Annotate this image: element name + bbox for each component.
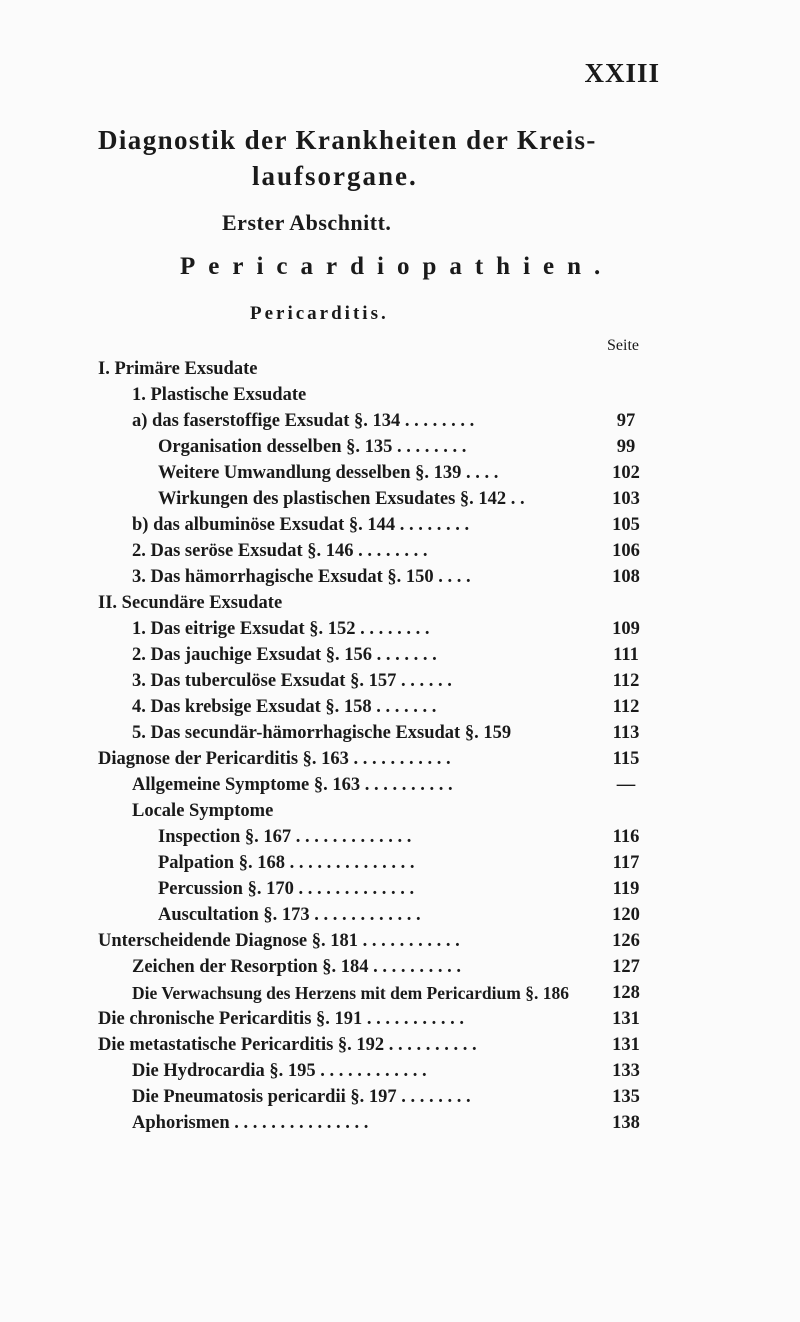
toc-label: Aphorismen . . . . . . . . . . . . . . . (132, 1113, 369, 1133)
toc-page: 108 (612, 567, 640, 587)
toc-row (0, 1113, 800, 1139)
toc-label: Zeichen der Resorption §. 184 . . . . . . . . . . (132, 957, 462, 977)
title-line-2: laufsorgane. (252, 161, 418, 191)
toc-row (0, 749, 800, 775)
document-title (98, 122, 698, 194)
toc-row (0, 411, 800, 437)
toc-row (0, 437, 800, 463)
toc-page: 97 (616, 411, 636, 431)
toc-label: Diagnose der Pericarditis §. 163 . . . . . . . . . . . (98, 749, 451, 769)
toc-row (0, 931, 800, 957)
toc-page: 133 (612, 1061, 640, 1081)
toc-row (0, 1061, 800, 1087)
toc-label: Unterscheidende Diagnose §. 181 . . . . . . . . . . . (98, 931, 460, 951)
toc-row (0, 1009, 800, 1035)
toc-label: II. Secundäre Exsudate (98, 593, 283, 613)
toc-row (0, 567, 800, 593)
toc-page: 115 (612, 749, 640, 769)
toc-row (0, 983, 800, 1009)
toc-label: Auscultation §. 173 . . . . . . . . . . . . (158, 905, 421, 925)
toc-row (0, 723, 800, 749)
title-line-1: Diagnostik der Krankheiten der Kreis- (98, 125, 597, 155)
toc-page: 116 (612, 827, 640, 847)
toc-label: Allgemeine Symptome §. 163 . . . . . . . . . . (132, 775, 453, 795)
toc-page: 126 (612, 931, 640, 951)
toc-label: I. Primäre Exsudate (98, 359, 258, 379)
toc-row (0, 827, 800, 853)
toc-label: Palpation §. 168 . . . . . . . . . . . . . . (158, 853, 415, 873)
toc-page: 112 (612, 697, 640, 717)
toc-row (0, 1035, 800, 1061)
toc-row (0, 619, 800, 645)
toc-row (0, 463, 800, 489)
subject-heading: Pericardiopathien. (180, 253, 614, 280)
toc-label: a) das faserstoffige Exsudat §. 134 . . . . . . . . (132, 411, 475, 431)
toc-label: Percussion §. 170 . . . . . . . . . . . . . (158, 879, 415, 899)
toc-page: 127 (612, 957, 640, 977)
toc-page: 131 (612, 1009, 640, 1029)
toc-page: 128 (612, 983, 640, 1003)
toc-page: 111 (613, 645, 639, 665)
toc-label: Die Pneumatosis pericardii §. 197 . . . . . . . . (132, 1087, 471, 1107)
sub-subject-heading: Pericarditis. (250, 303, 389, 324)
toc-row (0, 905, 800, 931)
toc-page: 135 (612, 1087, 640, 1107)
toc-page: 99 (616, 437, 636, 457)
toc-page: 109 (612, 619, 640, 639)
toc-page: 131 (612, 1035, 640, 1055)
toc-label: 3. Das hämorrhagische Exsudat §. 150 . . . . (132, 567, 471, 587)
page-column-header: Seite (607, 337, 639, 354)
toc-row (0, 645, 800, 671)
toc-page: 138 (612, 1113, 640, 1133)
toc-page: 112 (612, 671, 640, 691)
toc-row (0, 593, 800, 619)
toc-label: 1. Plastische Exsudate (132, 385, 307, 405)
toc-row (0, 385, 800, 411)
toc-page: 113 (612, 723, 640, 743)
toc-label: 3. Das tuberculöse Exsudat §. 157 . . . . . . (132, 671, 452, 691)
toc-page: 119 (612, 879, 640, 899)
toc-row (0, 515, 800, 541)
toc-label: Die chronische Pericarditis §. 191 . . . . . . . . . . . (98, 1009, 465, 1029)
toc-label: Locale Symptome (132, 801, 274, 821)
page-number: XXIII (584, 58, 660, 88)
toc-label: Die metastatische Pericarditis §. 192 . . . . . . . . . . (98, 1035, 477, 1055)
toc-row (0, 853, 800, 879)
toc-row (0, 671, 800, 697)
toc-page: 102 (612, 463, 640, 483)
toc-label: Die Verwachsung des Herzens mit dem Pericardium §. 186 (132, 983, 569, 1003)
toc-label: b) das albuminöse Exsudat §. 144 . . . . . . . . (132, 515, 470, 535)
toc-label: Weitere Umwandlung desselben §. 139 . . . . (158, 463, 499, 483)
toc-label: 2. Das seröse Exsudat §. 146 . . . . . . . . (132, 541, 428, 561)
toc-row (0, 1087, 800, 1113)
toc-row (0, 775, 800, 801)
toc-row (0, 879, 800, 905)
toc-label: 2. Das jauchige Exsudat §. 156 . . . . . . . (132, 645, 437, 665)
toc-page: 117 (612, 853, 640, 873)
toc-page: — (616, 775, 636, 795)
toc-row (0, 359, 800, 385)
toc-page: 120 (612, 905, 640, 925)
toc-label: Inspection §. 167 . . . . . . . . . . . . . (158, 827, 412, 847)
toc-row (0, 697, 800, 723)
toc-row (0, 489, 800, 515)
toc-label: 4. Das krebsige Exsudat §. 158 . . . . . . . (132, 697, 437, 717)
toc-label: Die Hydrocardia §. 195 . . . . . . . . . . . . (132, 1061, 427, 1081)
toc-row (0, 801, 800, 827)
toc-label: Wirkungen des plastischen Exsudates §. 142 . . (158, 489, 525, 509)
toc-row (0, 541, 800, 567)
toc-page: 103 (612, 489, 640, 509)
toc-page: 106 (612, 541, 640, 561)
toc-row (0, 957, 800, 983)
section-heading: Erster Abschnitt. (222, 210, 392, 235)
toc-label: 1. Das eitrige Exsudat §. 152 . . . . . . . . (132, 619, 430, 639)
toc-label: Organisation desselben §. 135 . . . . . . . . (158, 437, 467, 457)
toc-page: 105 (612, 515, 640, 535)
toc-label: 5. Das secundär-hämorrhagische Exsudat §. 159 (132, 723, 512, 743)
